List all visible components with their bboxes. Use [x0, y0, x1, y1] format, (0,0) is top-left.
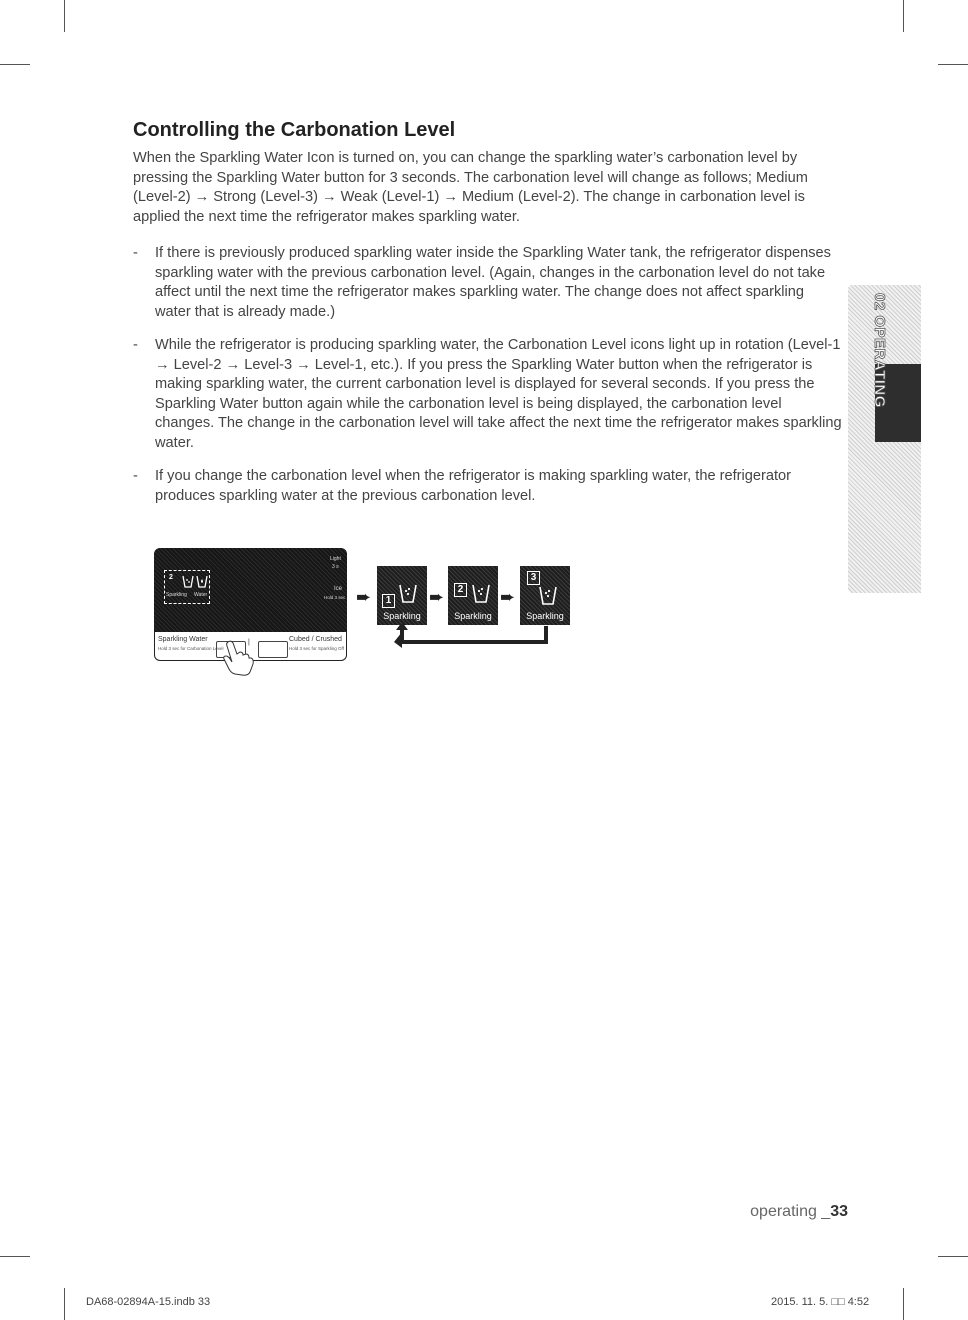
page-number: [750, 1203, 848, 1221]
panel-light-label: Light: [330, 556, 341, 562]
cup-icon: [469, 581, 493, 605]
carbonation-level-2-icon: [448, 566, 498, 625]
list-item: [133, 336, 843, 453]
arrow-right-icon: ➨: [429, 587, 445, 607]
bullet-dash: -: [133, 245, 138, 261]
bullet-text: If there is previously produced sparkling water inside the Sparkling Water tank, the refrigerator dispenses sparkling water with the previous carbonation level. (Again, changes in the carbonation level do not take affect until the next time the refrigerator makes sparkling water. The change does not affect sparkling water that is already made.): [155, 245, 831, 320]
carbonation-level-1-icon: [377, 566, 427, 625]
panel-sparkling-label: Sparkling: [166, 592, 187, 598]
page-number-value: 33: [830, 1203, 848, 1220]
button-separator: |: [248, 639, 250, 646]
footer-timestamp: 2015. 11. 5. □□ 4:52: [771, 1296, 870, 1308]
arrow-right-icon: ➨: [500, 587, 516, 607]
crop-mark: [64, 1288, 65, 1320]
chapter-side-tab: [848, 285, 921, 593]
control-panel-illustration: [154, 548, 347, 663]
panel-ice-sub: Hold 3 sec: [324, 595, 346, 600]
level-number: 2: [169, 574, 173, 581]
crop-mark: [938, 64, 968, 65]
crop-mark: [903, 1288, 904, 1320]
level-3-label: Sparkling: [526, 611, 564, 621]
bullet-list: [133, 244, 843, 520]
list-item: [133, 467, 843, 506]
list-item: [133, 244, 843, 322]
arrow-right-icon: ➨: [356, 587, 372, 607]
level-1-number: 1: [382, 594, 395, 608]
control-panel-display: [154, 548, 347, 632]
level-3-number: 3: [527, 571, 540, 585]
crop-mark: [0, 64, 30, 65]
finger-press-icon: [220, 640, 260, 676]
chapter-tab-label: 02 OPERATING: [871, 293, 888, 408]
return-arrow-icon: [370, 624, 550, 650]
page-label: operating _: [750, 1203, 831, 1220]
bullet-dash: -: [133, 468, 138, 484]
level-1-label: Sparkling: [383, 611, 421, 621]
crop-mark: [64, 0, 65, 32]
panel-light-sub: 3 s: [332, 564, 339, 570]
sparkling-water-button-hint: Hold 3 sec for Carbonation Level: [158, 646, 224, 651]
crop-mark: [903, 0, 904, 32]
cubed-crushed-button-label: Cubed / Crushed: [289, 636, 342, 643]
water-cup-icon: [194, 573, 210, 589]
cup-icon: [536, 583, 560, 607]
section-title: Controlling the Carbonation Level: [133, 119, 456, 141]
panel-water-label: Water: [194, 592, 208, 598]
level-2-label: Sparkling: [454, 611, 492, 621]
cubed-crushed-button-hint: Hold 3 sec for Sparkling Off: [289, 646, 344, 651]
carbonation-level-3-icon: [520, 566, 570, 625]
intro-paragraph: When the Sparkling Water Icon is turned on, you can change the sparkling water’s carbonation level by pressing the Sparkling Water button for 3 seconds. The carbonation level will change as follows; Medium (Level-2) → Strong (Level-3) → Weak (Level-1) → Medium (Level-2). The change in carbonation level is applied the next time the refrigerator makes sparkling water.: [133, 150, 808, 225]
bullet-text: If you change the carbonation level when the refrigerator is making sparkling water, the refrigerator produces sparkling water at the previous carbonation level.: [155, 468, 791, 504]
sparkling-water-button-label: Sparkling Water: [158, 636, 208, 643]
bullet-text: While the refrigerator is producing sparkling water, the Carbonation Level icons light up in rotation (Level-1 → Level-2 → Level-3 → Level-1, etc.). If you press the Sparkling Water button when the refrigerator is making sparkling water, the current carbonation level is displayed for several seconds. If you press the Sparkling Water button again while the carbonation level is being displayed, the carbonation level changes. The change in the carbonation level will take affect the next time the refrigerator makes sparkling water.: [155, 337, 842, 451]
cubed-crushed-button[interactable]: [258, 641, 288, 658]
footer-file-name: DA68-02894A-15.indb 33: [86, 1296, 211, 1308]
crop-mark: [938, 1256, 968, 1257]
panel-ice-label: Ice: [334, 586, 343, 592]
bullet-dash: -: [133, 337, 138, 353]
cup-icon: [396, 581, 420, 605]
level-2-number: 2: [454, 583, 467, 597]
crop-mark: [0, 1256, 30, 1257]
